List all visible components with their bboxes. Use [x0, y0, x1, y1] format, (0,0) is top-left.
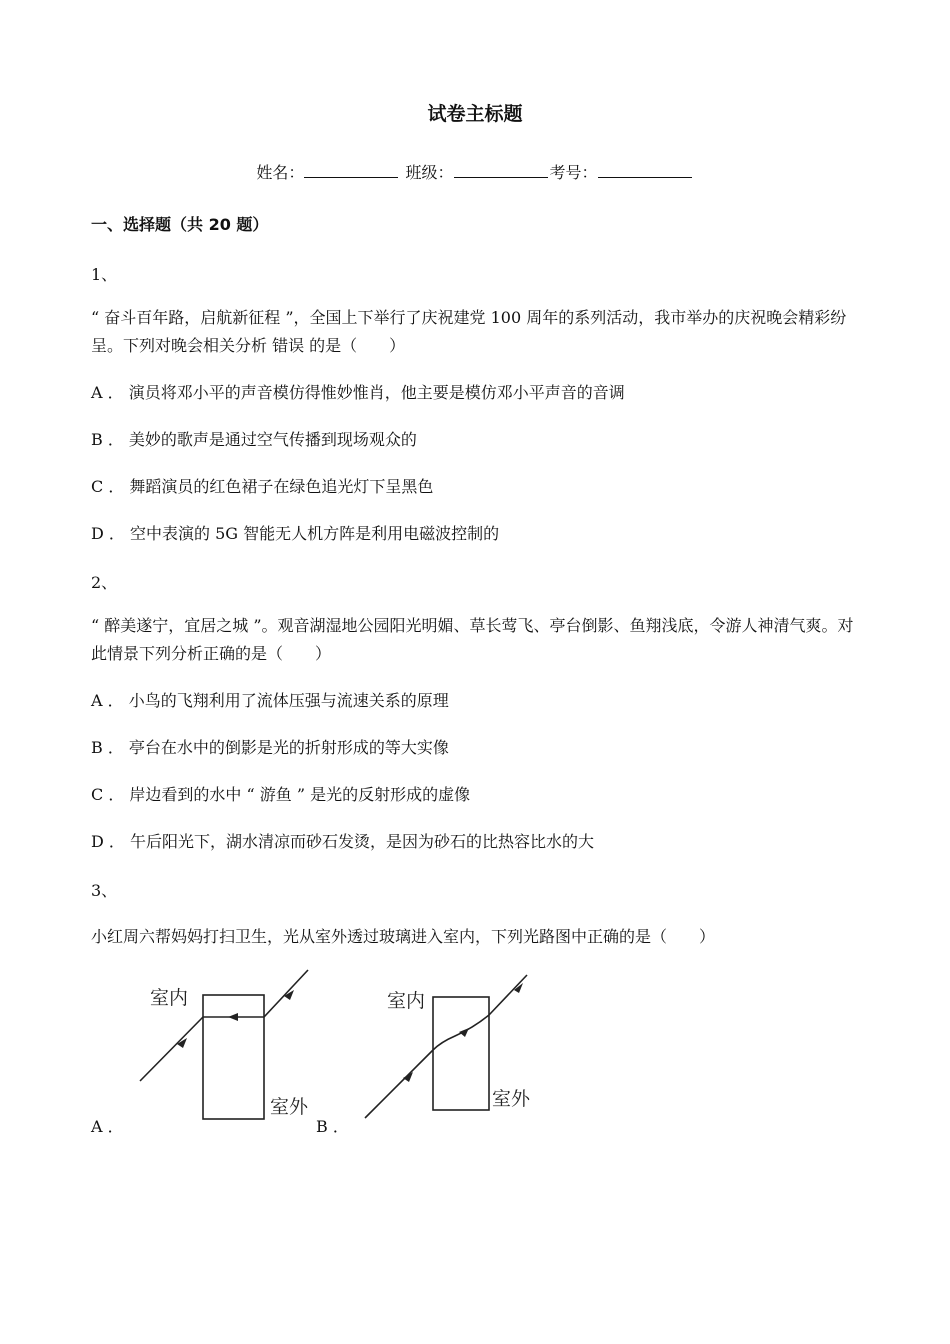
question-3-option-b-label[interactable]: B ．	[316, 1117, 349, 1136]
question-1-number: 1、	[91, 265, 118, 284]
question-1-option-a[interactable]: A ． 演员将邓小平的声音模仿得惟妙惟肖，他主要是模仿邓小平声音的音调	[91, 383, 625, 402]
question-1-option-d[interactable]: D ． 空中表演的 5G 智能无人机方阵是利用电磁波控制的	[91, 524, 500, 543]
emergent-ray-a	[140, 1017, 203, 1081]
emergent-ray-b	[365, 1050, 433, 1118]
class-blank[interactable]	[454, 161, 548, 178]
question-2-number: 2、	[91, 573, 118, 592]
glass-pane-b	[433, 997, 489, 1110]
question-2-option-b[interactable]: B ． 亭台在水中的倒影是光的折射形成的等大实像	[91, 738, 449, 757]
question-3-option-a-label[interactable]: A ．	[91, 1117, 124, 1136]
question-2-option-d[interactable]: D ． 午后阳光下，湖水清凉而砂石发烫，是因为砂石的比热容比水的大	[91, 832, 595, 851]
question-1-option-b[interactable]: B ． 美妙的歌声是通过空气传播到现场观众的	[91, 430, 417, 449]
figure-b-light-path	[355, 960, 555, 1130]
figure-b-indoor-label: 室内	[387, 990, 426, 1012]
section-heading: 一、选择题（共 20 题）	[91, 215, 269, 234]
name-blank[interactable]	[304, 161, 398, 178]
question-2-option-a[interactable]: A ． 小鸟的飞翔利用了流体压强与流速关系的原理	[91, 691, 449, 710]
question-1-option-c[interactable]: C ． 舞蹈演员的红色裙子在绿色追光灯下呈黑色	[91, 477, 434, 496]
class-label: 班级：	[405, 163, 454, 182]
arrow-head-icon	[459, 1028, 469, 1037]
arrow-head-icon	[228, 1013, 238, 1021]
question-2-stem: “ 醉美遂宁，宜居之城 ”。观音湖湿地公园阳光明媚、草长莺飞、亭台倒影、鱼翔浅底，令游人神清气爽。对此情景下列分析正确的是（ ）	[91, 616, 854, 663]
student-info-line	[0, 160, 950, 183]
incident-ray-a	[264, 970, 308, 1017]
arrow-head-icon	[403, 1072, 413, 1082]
question-2-option-c[interactable]: C ． 岸边看到的水中 “ 游鱼 ” 是光的反射形成的虚像	[91, 785, 471, 804]
question-3-stem: 小红周六帮妈妈打扫卫生，光从室外透过玻璃进入室内，下列光路图中正确的是（ ）	[91, 927, 716, 946]
figure-a-outdoor-label: 室外	[270, 1096, 309, 1118]
glass-pane-a	[203, 995, 264, 1119]
incident-ray-b	[489, 975, 527, 1015]
number-label: 考号：	[549, 163, 598, 182]
figure-b-outdoor-label: 室外	[492, 1088, 531, 1110]
question-3-number: 3、	[91, 881, 118, 900]
figure-a-indoor-label: 室内	[150, 987, 189, 1009]
question-1-stem: “ 奋斗百年路，启航新征程 ”，全国上下举行了庆祝建党 100 周年的系列活动，我市举办的庆祝晚会精彩纷呈。下列对晚会相关分析 错误 的是（ ）	[91, 308, 847, 355]
page-title: 试卷主标题	[427, 103, 523, 125]
name-label: 姓名：	[256, 163, 305, 182]
number-blank[interactable]	[598, 161, 692, 178]
figure-a-light-path	[130, 960, 330, 1130]
